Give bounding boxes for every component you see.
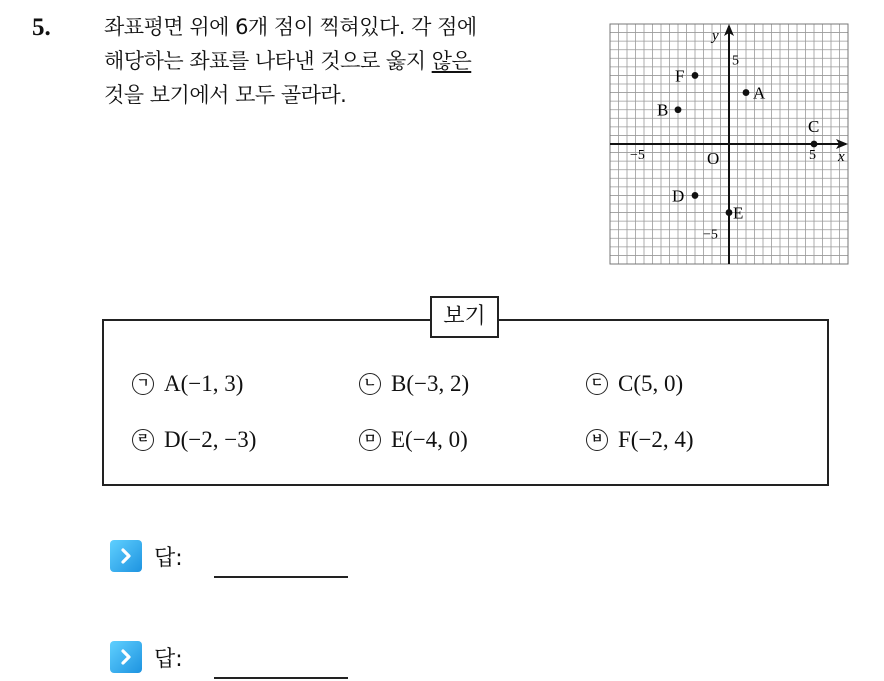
x-axis-label: x [838, 149, 845, 165]
option-3 [586, 371, 683, 397]
option-1 [132, 371, 243, 397]
question-line-1: 좌표평면 위에 6개 점이 찍혀있다. 각 점에 [104, 15, 477, 39]
answer-row-1 [110, 540, 183, 572]
answer-label: 답: [154, 646, 183, 672]
option-text: E(−4, 0) [391, 427, 468, 452]
answer-row-2 [110, 641, 183, 673]
underlined-word: 않은 [431, 49, 472, 73]
tick-label: 5 [809, 148, 816, 163]
point-b [675, 106, 682, 113]
option-mark: ㄹ [132, 429, 154, 451]
point-e [726, 209, 733, 216]
point-label: A [753, 83, 766, 103]
bogi-box [102, 304, 827, 484]
bogi-border [102, 319, 829, 486]
question-line-2-text: 해당하는 좌표를 나타낸 것으로 옳지 [104, 49, 432, 73]
tick-label: −5 [630, 148, 645, 163]
point-label: E [733, 203, 744, 223]
question-number: 5. [32, 14, 51, 41]
point-f [692, 72, 699, 79]
question-line-2 [104, 44, 594, 78]
tick-label: −5 [703, 227, 718, 243]
question-text [104, 10, 594, 112]
point-c [811, 141, 818, 148]
option-6 [586, 427, 694, 453]
option-text: D(−2, −3) [164, 427, 257, 452]
point-label: B [657, 100, 669, 120]
origin-label: O [707, 149, 720, 168]
option-mark: ㅂ [586, 429, 608, 451]
option-4 [132, 427, 256, 453]
point-label: F [675, 66, 685, 86]
option-mark: ㄱ [132, 373, 154, 395]
chevron-right-icon [110, 641, 142, 673]
tick-label: 5 [732, 53, 739, 69]
coordinate-plane [608, 22, 850, 266]
answer-blank-2[interactable] [214, 677, 348, 679]
option-text: F(−2, 4) [618, 427, 694, 452]
question-line-3: 것을 보기에서 모두 골라라. [104, 83, 347, 107]
point-label: C [808, 117, 820, 136]
answer-blank-1[interactable] [214, 576, 348, 578]
answer-label: 답: [154, 545, 183, 571]
point-a [743, 89, 750, 96]
option-text: C(5, 0) [618, 371, 684, 396]
chevron-right-icon [110, 540, 142, 572]
option-5 [359, 427, 468, 453]
option-mark: ㄴ [359, 373, 381, 395]
option-text: B(−3, 2) [391, 371, 470, 396]
y-axis-label: y [712, 28, 719, 44]
option-2 [359, 371, 469, 397]
point-d [692, 192, 699, 199]
option-mark: ㅁ [359, 429, 381, 451]
option-text: A(−1, 3) [164, 371, 244, 396]
point-label: D [672, 186, 685, 206]
option-mark: ㄷ [586, 373, 608, 395]
bogi-title: 보기 [430, 296, 499, 338]
